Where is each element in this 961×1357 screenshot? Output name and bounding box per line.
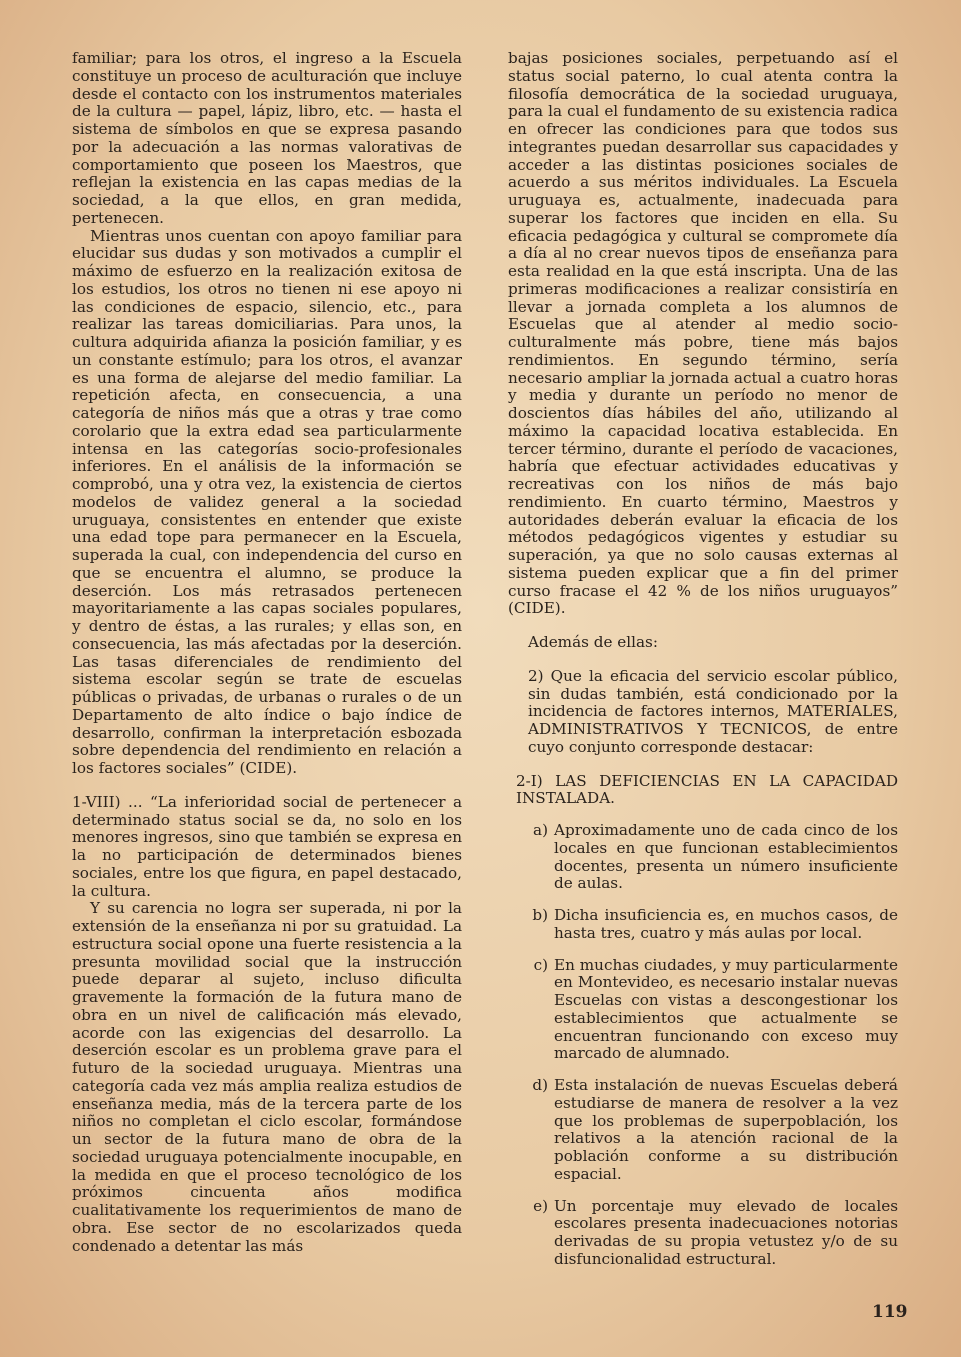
- list-item-label: c): [533, 955, 548, 974]
- list-item-label: e): [533, 1196, 548, 1215]
- list-item-text: Dicha insuficiencia es, en muchos casos, de hasta tres, cuatro y más aulas por local.: [554, 906, 898, 942]
- paragraph-social-structure: Y su carencia no logra ser superada, ni por la extensión de la enseñanza ni por su gratuidad. La estructura social opone una fuerte resistencia a la presunta movilidad social que la instrucción puede deparar al sujeto, incluso dificulta gravemente la formación de la futura mano de obra en un nivel de calificación más elevado, acorde con las exigencias del desarrollo. La deserción escolar es un problema grave para el futuro de la sociedad uruguaya. Mientras una categoría cada vez más amplia realiza estudios de enseñanza media, más de la tercera parte de los niños no completan el ciclo escolar, formándose un sector de la futura mano de obra de la sociedad uruguaya potencialmente inocupable, en la medida en que el proceso tecnológico de los próximos cincuenta años modifica cualitativamente los requerimientos de mano de obra. Ese sector de no escolarizados queda condenado a detentar las más: [72, 899, 462, 1255]
- list-item-text: En muchas ciudades, y muy particularmente en Montevideo, es necesario instalar nuevas Escuelas con vistas a descongestionar los establecimientos que actualmente se encuentran funcionando con exceso muy marcado de alumnado.: [554, 955, 898, 1063]
- paragraph-1-viii: 1-VIII) ... “La inferioridad social de pertenecer a determinado status social se da, no solo en los menores ingresos, sino que también se expresa en la no participación de determinados bienes sociales, entre los que figura, en papel destacado, la cultura.: [72, 792, 462, 900]
- list-item: [508, 1198, 898, 1269]
- list-item: [508, 957, 898, 1064]
- paragraph-family-support: Mientras unos cuentan con apoyo familiar para elucidar sus dudas y son motivados a cumplir el máximo de esfuerzo en la realización exitosa de los estudios, los otros no tienen ni ese apoyo ni las condiciones de espacio, silencio, etc., para realizar las tareas domiciliarias. Para unos, la cultura adquirida afianza la posición familiar, y es un constante estímulo; para los otros, el avanzar es una forma de alejarse del medio familiar. La repetición afecta, en consecuencia, a una categoría de niños más que a otras y trae como corolario que la extra edad sea particularmente intensa en las categorías socio-profesionales inferiores. En el análisis de la información se comprobó, una y otra vez, la existencia de ciertos modelos de validez general a la sociedad uruguaya, consistentes en entender que existe una edad tope para permanecer en la Escuela, superada la cual, con independencia del curso en que se encuentra el alumno, se produce la deserción. Los más retrasados pertenecen mayoritariamente a las capas sociales populares, y dentro de éstas, a las rurales; y ellas son, en consecuencia, las más afectadas por la deserción. Las tasas diferenciales de rendimiento del sistema escolar según se trate de escuelas públicas o privadas, de urbanas o rurales o de un Departamento de alto índice o bajo índice de desarrollo, confirman la interpretación esbozada sobre dependencia del rendimiento en relación a los factores sociales” (CIDE).: [72, 226, 462, 777]
- list-item-label: d): [532, 1076, 548, 1094]
- paragraph-intro: Además de ellas:: [528, 633, 658, 651]
- list-item: [508, 1077, 898, 1184]
- list-item-text: Aproximadamente uno de cada cinco de los locales en que funcionan establecimientos docentes, presenta un número insuficiente de aulas.: [554, 821, 898, 893]
- list-item-text: Esta instalación de nuevas Escuelas deberá estudiarse de manera de resolver a la vez que los problemas de superpoblación, los relativos a la atención racional de la población conforme a su distribución espacial.: [554, 1076, 898, 1183]
- list-item: [508, 907, 898, 943]
- list-item-label: b): [532, 906, 548, 924]
- paragraph-point-2: 2) Que la eficacia del servicio escolar público, sin dudas también, está condicionado por la incidencia de factores internos, MATERIALES, ADMINISTRATIVOS Y TECNICOS, de entre cuyo conjunto corresponde destacar:: [528, 666, 898, 756]
- left-column: [72, 50, 462, 1255]
- list-item-label: a): [533, 821, 548, 839]
- list-item-text: Un porcentaje muy elevado de locales escolares presenta inadecuaciones notorias derivadas de su propia vetustez y/o de su disfuncionalidad estructural.: [554, 1196, 898, 1268]
- list-item: [508, 822, 898, 893]
- paragraph-continued: familiar; para los otros, el ingreso a la Escuela constituye un proceso de aculturación que incluye desde el contacto con los instrumentos materiales de la cultura — papel, lápiz, libro, etc. — hasta el sistema de símbolos en que se expresa pasando por la adecuación a las normas valorativas de comportamiento que poseen los Maestros, que reflejan la existencia en las capas medias de la sociedad, a la que ellos, en gran medida, pertenecen.: [72, 49, 462, 227]
- section-heading: 2-I) LAS DEFICIENCIAS EN LA CAPACIDAD INSTALADA.: [516, 771, 898, 808]
- page-number: 119: [872, 1302, 908, 1322]
- paragraph-continuation: bajas posiciones sociales, perpetuando así el status social paterno, lo cual atenta contra la filosofía democrática de la sociedad uruguaya, para la cual el fundamento de su existencia radica en ofrecer las condiciones para que todos sus integrantes puedan desarrollar sus capacidades y acceder a las distintas posiciones sociales de acuerdo a sus méritos individuales. La Escuela uruguaya es, actualmente, inadecuada para superar los factores que inciden en ella. Su eficacia pedagógica y cultural se compromete día a día al no crear nuevos tipos de enseñanza para esta realidad en la que está inscripta. Una de las primeras modificaciones a realizar consistiría en llevar a jornada completa a los alumnos de Escuelas que al atender al medio socio-culturalmente más pobre, tiene más bajos rendimientos. En segundo término, sería necesario ampliar la jornada actual a cuatro horas y media y durante un período no menor de doscientos días hábiles del año, utilizando al máximo la capacidad locativa establecida. En tercer término, durante el período de vacaciones, habría que efectuar actividades educativas y recreativas con los niños de más bajo rendimiento. En cuarto término, Maestros y autoridades deberán evaluar la eficacia de los métodos pedagógicos vigentes y estudiar su superación, ya que no solo causas externas al sistema pueden explicar que a fin del primer curso fracase el 42 % de los niños uruguayos” (CIDE).: [508, 49, 898, 618]
- right-column: [508, 50, 898, 1269]
